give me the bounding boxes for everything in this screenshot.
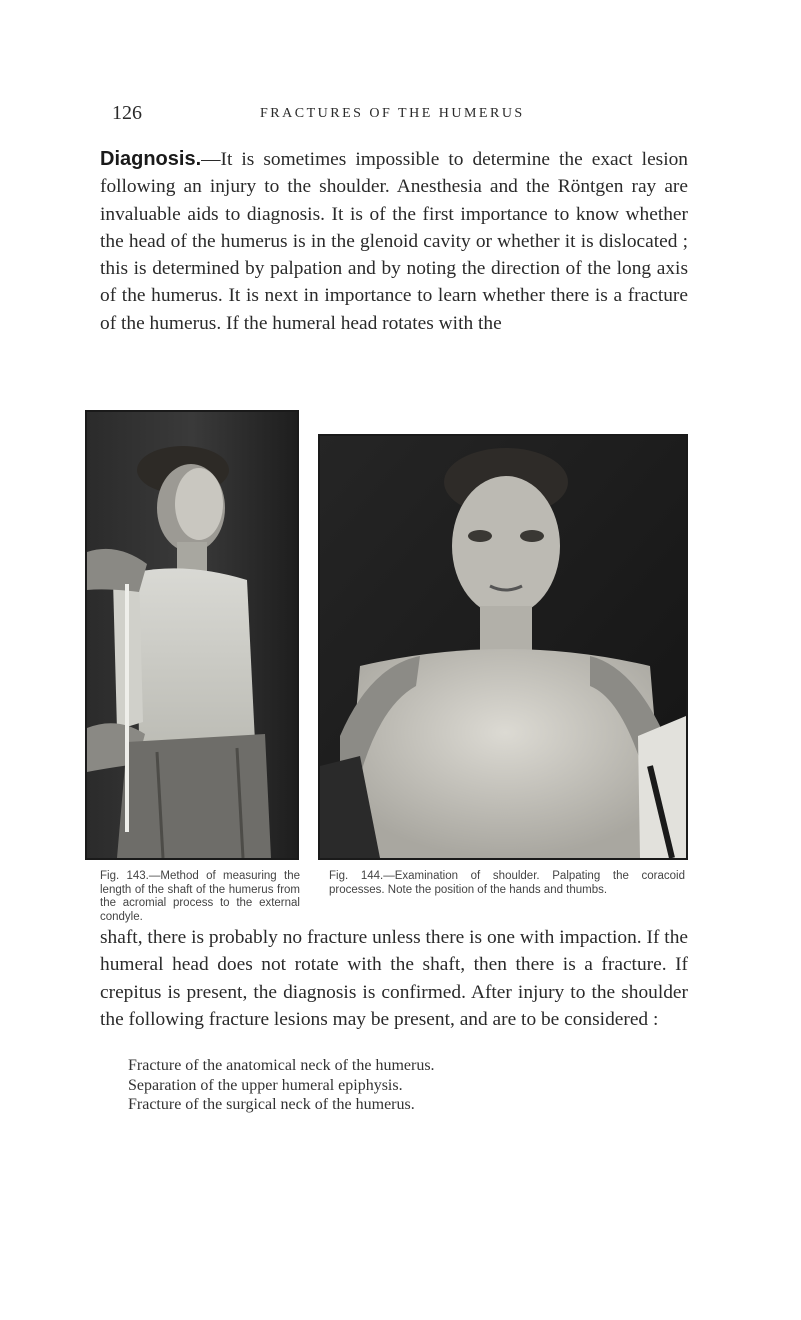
- running-head: [112, 102, 712, 132]
- boy-shoulder-exam-photo: [320, 436, 686, 858]
- boy-measurement-photo: [87, 412, 297, 858]
- paragraph-continuation: shaft, there is probably no fracture unless there is one with impaction. If the humeral head does not rotate with the shaft, then there is a fracture. If crepitus is present, the diagnosis is confirmed. After injury to the shoulder the following fracture lesions may be present, and are to be considered :: [100, 927, 688, 1030]
- section-heading: Diagnosis.: [100, 148, 202, 170]
- paragraph-text-start: —It is sometimes impossible to determine the exact lesion following an injury to the shoulder. Anesthesia and the Röntgen ray are invaluable aids to diagnosis. It is of the first importance to know whether the head of the humerus is in the glenoid cavity or whether it is dislocated ; this is determined by palpation and by noting the direction of the long axis of the humerus. It is next in importance to learn whether there is a fracture of the humerus. If the humeral head rotates with the: [100, 149, 688, 334]
- page-number: 126: [112, 102, 142, 124]
- diagnosis-paragraph: [100, 146, 688, 337]
- figure-143-caption: Fig. 143.—Method of measuring the length of the shaft of the humerus from the acromial process to the external condyle.: [100, 870, 300, 923]
- figure-144-photo: [318, 434, 688, 860]
- figure-144-caption: Fig. 144.—Examination of shoulder. Palpating the coracoid processes. Note the position of the hands and thumbs.: [329, 870, 685, 896]
- figure-143-photo: [85, 410, 299, 860]
- fracture-lesion-list: [128, 1056, 435, 1115]
- list-item: Fracture of the anatomical neck of the humerus.: [128, 1057, 435, 1074]
- list-item: Fracture of the surgical neck of the humerus.: [128, 1096, 415, 1113]
- running-title: FRACTURES OF THE HUMERUS: [260, 106, 525, 121]
- list-item: Separation of the upper humeral epiphysis.: [128, 1076, 403, 1094]
